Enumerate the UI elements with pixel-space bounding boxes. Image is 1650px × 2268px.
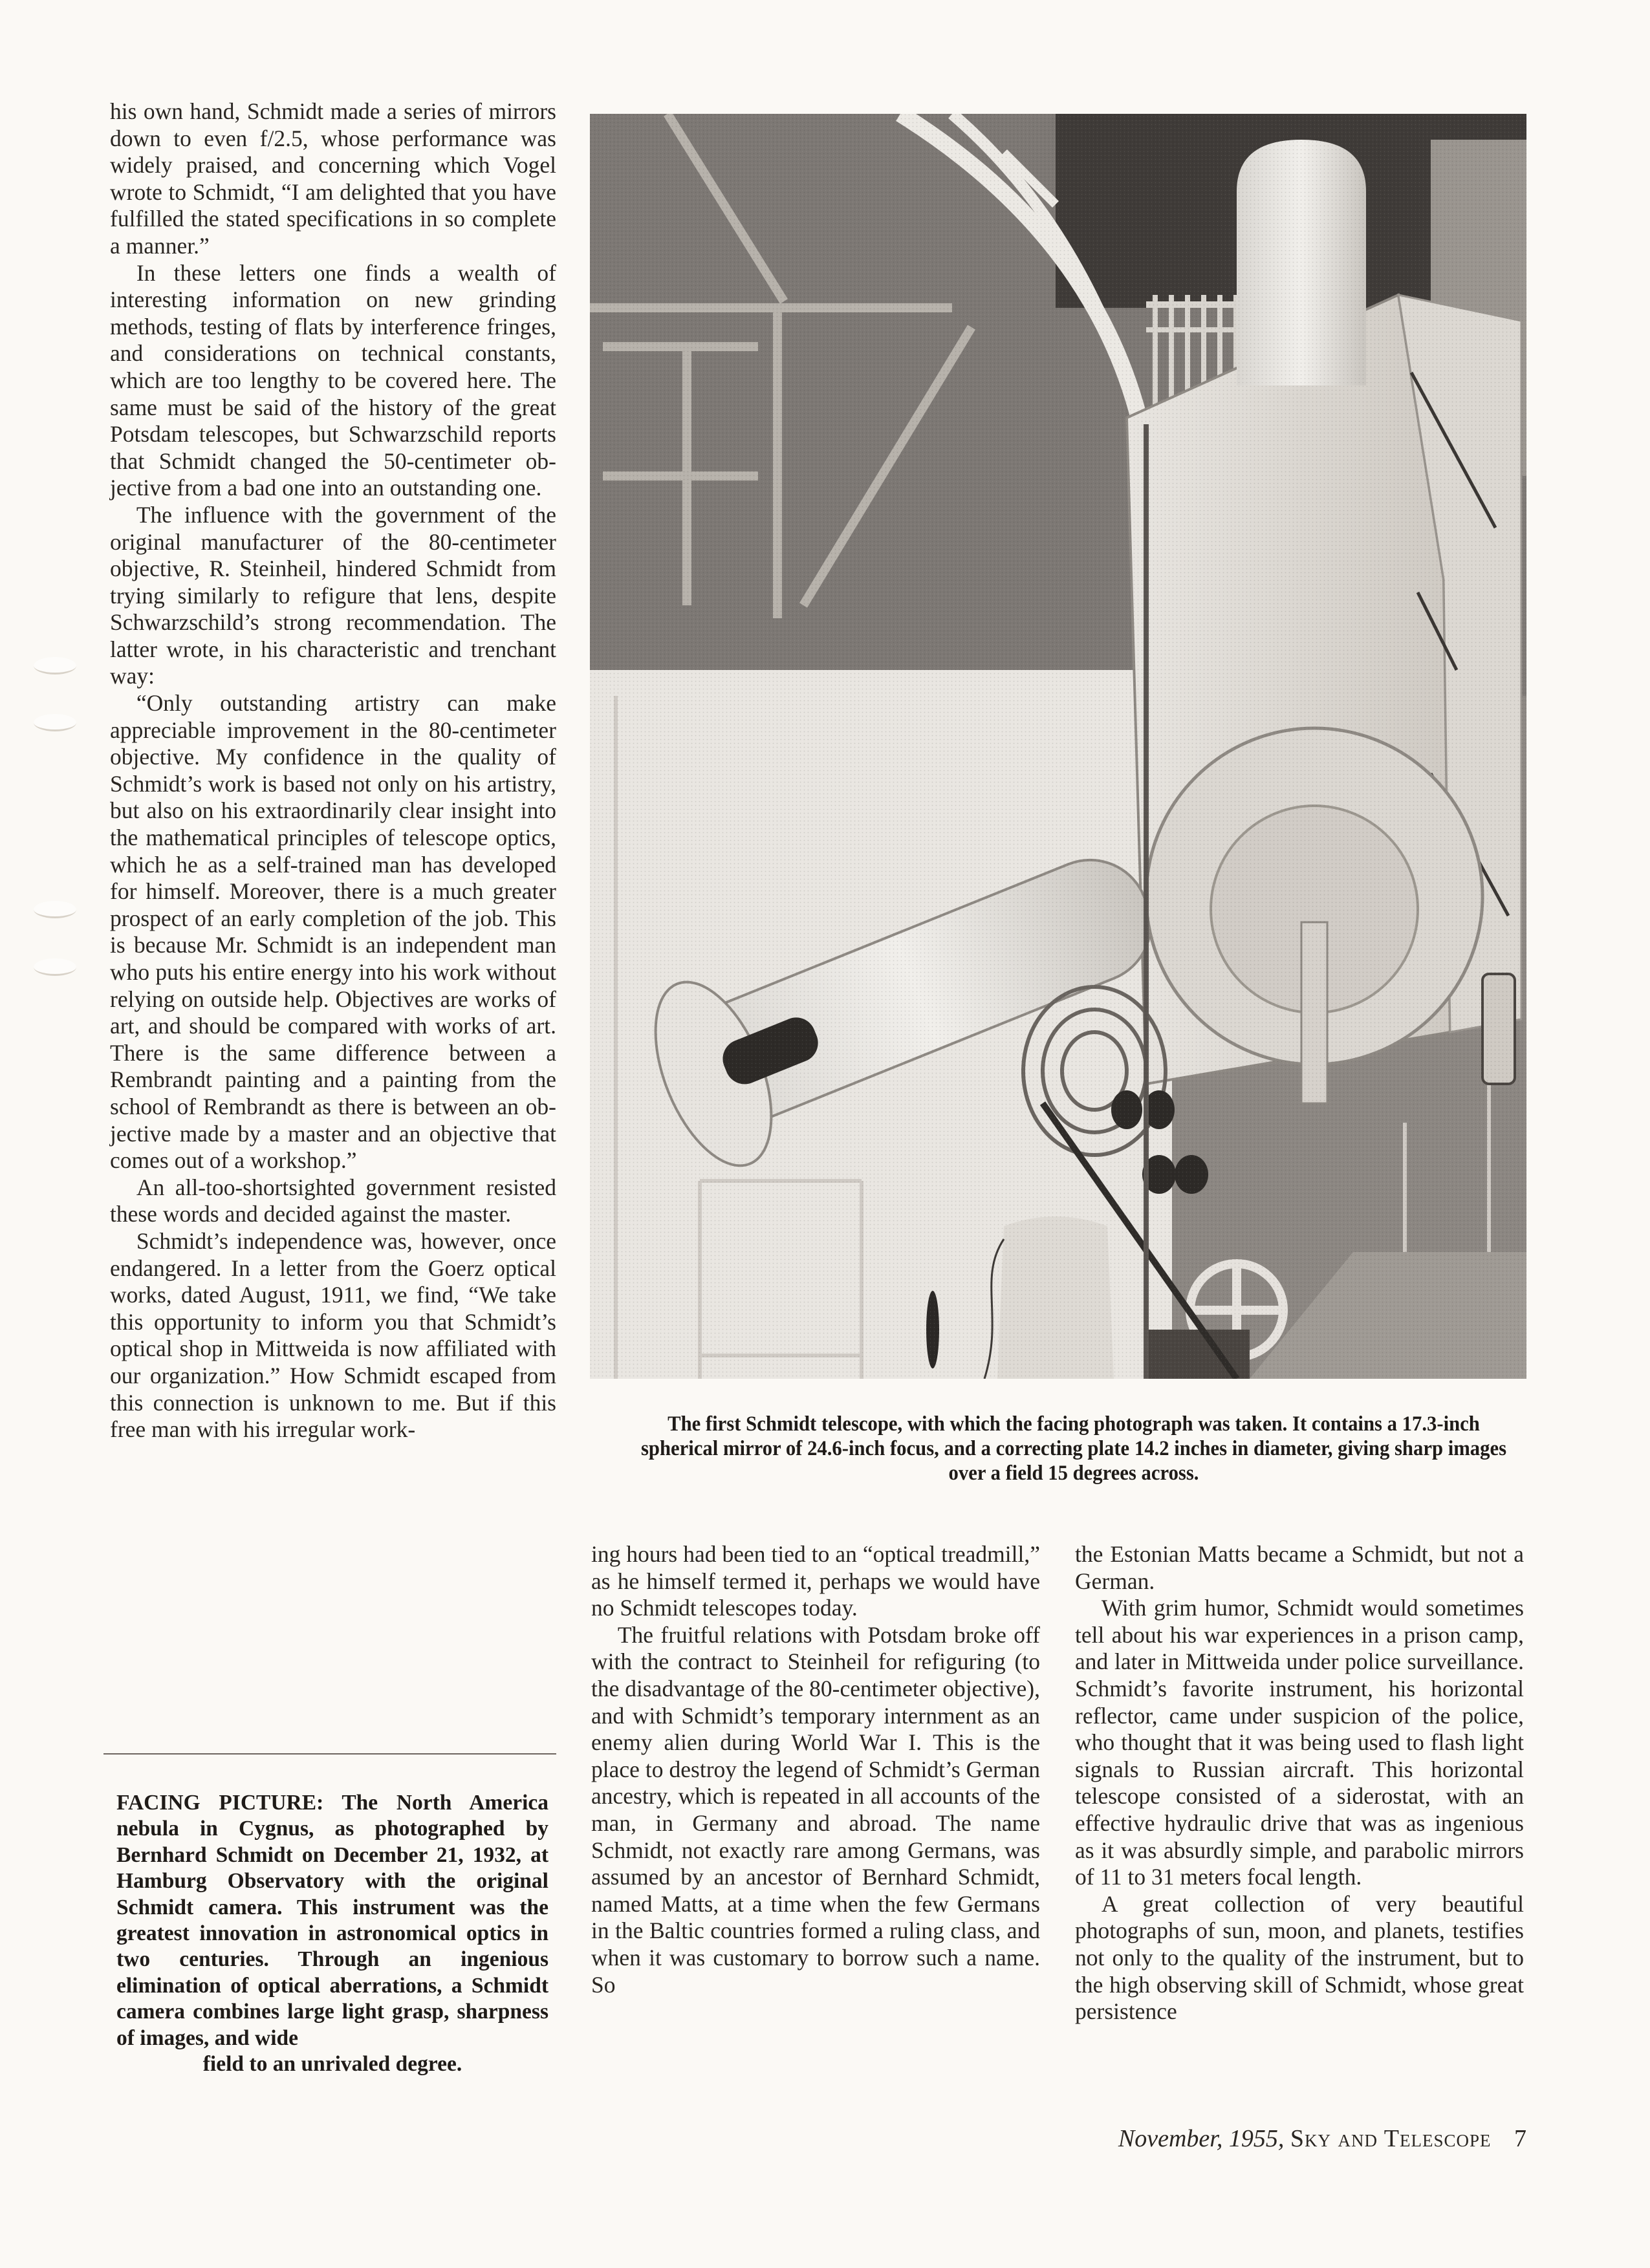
paragraph: the Estonian Matts became a Schmidt, but not a German. bbox=[1075, 1541, 1524, 1594]
magazine-name: Sky and Telescope bbox=[1290, 2125, 1492, 2152]
paragraph: ing hours had been tied to an “optical treadmill,” as he himself termed it, perhaps we would have no Schmidt telescopes today. bbox=[591, 1541, 1040, 1621]
paragraph: With grim humor, Schmidt would sometimes tell about his war experiences in a prison camp, and later in Mittweida under police surveillance. Schmidt’s favorite instrument, his horizontal reflector, came under suspicion of the police, who thought that it was being used to flash light signals to Russian aircraft. This horizontal telescope consisted of a siderostat, with an effective hydraulic drive that was as ingenious as it was absurdly simple, and parabolic mirrors of 11 to 31 meters focal length. bbox=[1075, 1595, 1524, 1890]
binder-hole bbox=[34, 657, 76, 675]
paragraph: In these letters one finds a wealth of interesting information on new grinding methods, testing of flats by interference fringes, and considerations on technical constants, which are too lengthy to be covered here. The same must be said of the history of the great Potsdam telescopes, but Schwarzschild reports that Schmidt changed the 50-centimeter objective from a bad one into an outstanding one. bbox=[110, 259, 556, 501]
binder-hole bbox=[34, 714, 76, 731]
left-column-text bbox=[110, 98, 556, 1443]
section-divider bbox=[103, 1753, 556, 1755]
paragraph: The influence with the government of the original manufacturer of the 80-centimeter objective, R. Steinheil, hindered Schmidt from trying similarly to refigure that lens, despite Schwarzschild’s strong recommendation. The latter wrote, in his characteristic and trenchant way: bbox=[110, 501, 556, 689]
right-column-text bbox=[1075, 1541, 1524, 2025]
paragraph: An all-too-shortsighted government resisted these words and decided against the master. bbox=[110, 1174, 556, 1227]
photo-caption: The first Schmidt telescope, with which the facing photograph was taken. It contains a 17.3-inch spherical mirror of 24.6-inch focus, and a correcting plate 14.2 inches in diameter, giving sharp images over a field 15 degrees across. bbox=[640, 1412, 1507, 1485]
telescope-photo-illustration bbox=[590, 114, 1526, 1379]
paragraph: The fruitful relations with Potsdam broke off with the contract to Steinheil for refiguring (to the disadvantage of the 80-centimeter objective), and with Schmidt’s temporary internment as an enemy alien during World War I. This is the place to destroy the legend of Schmidt’s German ancestry, which is repeated in all accounts of the man, in Germany and abroad. The name Schmidt, not exactly rare among Germans, was assumed by an ancestor of Bernhard Schmidt, named Matts, at a time when the few Germans in the Baltic countries formed a ruling class, and when it was customary to borrow such a name. So bbox=[591, 1621, 1040, 1998]
paragraph: “Only outstanding artistry can make appreciable improvement in the 80-centimeter objective. My confidence in the quality of Schmidt’s work is based not only on his artistry, but also on his extraordinarily clear insight into the mathematical principles of telescope optics, which he as a self-trained man has developed for himself. Moreover, there is a much greater prospect of an early completion of the job. This is because Mr. Schmidt is an independent man who puts his entire energy into his work without relying on outside help. Objectives are works of art, and should be compared with works of art. There is the same difference between a Rembrandt painting and a painting from the school of Rembrandt as there is between an objective made by a master and an objective that comes out of a workshop.” bbox=[110, 690, 556, 1174]
paragraph: his own hand, Schmidt made a series of mirrors down to even f/2.5, whose performance was widely praised, and concerning which Vogel wrote to Schmidt, “I am delighted that you have fulfilled the stated specifications in so complete a manner.” bbox=[110, 98, 556, 259]
facing-caption-body: The North America nebula in Cygnus, as photographed by Bernhard Schmidt on December 21, 1932, at Hamburg Observatory with the original Schmidt camera. This instrument was the greatest innovation in astronomical optics in two centuries. Through an ingenious elimination of optical aberrations, a Schmidt camera combines large light grasp, sharpness of images, and wide bbox=[116, 1791, 548, 2050]
middle-column-text bbox=[591, 1541, 1040, 1998]
telescope-photo bbox=[590, 114, 1526, 1379]
paragraph: A great collection of very beautiful photographs of sun, moon, and planets, testifies not only to the quality of the instrument, but to the high observing skill of Schmidt, whose great persistence bbox=[1075, 1890, 1524, 2025]
page-number: 7 bbox=[1514, 2125, 1526, 2152]
paragraph: Schmidt’s independence was, however, once endangered. In a letter from the Goerz optical works, dated August, 1911, we find, “We take this opportunity to inform you that Schmidt’s optical shop in Mittweida is now affiliated with our organization.” How Schmidt escaped from this connection is unknown to me. But if this free man with his irregular work- bbox=[110, 1227, 556, 1443]
facing-caption-label: FACING PICTURE: bbox=[116, 1791, 324, 1815]
page-footer bbox=[996, 2124, 1526, 2153]
issue-date: November, 1955, bbox=[1118, 2125, 1285, 2152]
binder-hole bbox=[34, 901, 76, 918]
facing-caption-last-line: field to an unrivaled degree. bbox=[202, 2052, 462, 2077]
facing-picture-caption bbox=[116, 1790, 548, 2077]
binder-hole bbox=[34, 958, 76, 976]
